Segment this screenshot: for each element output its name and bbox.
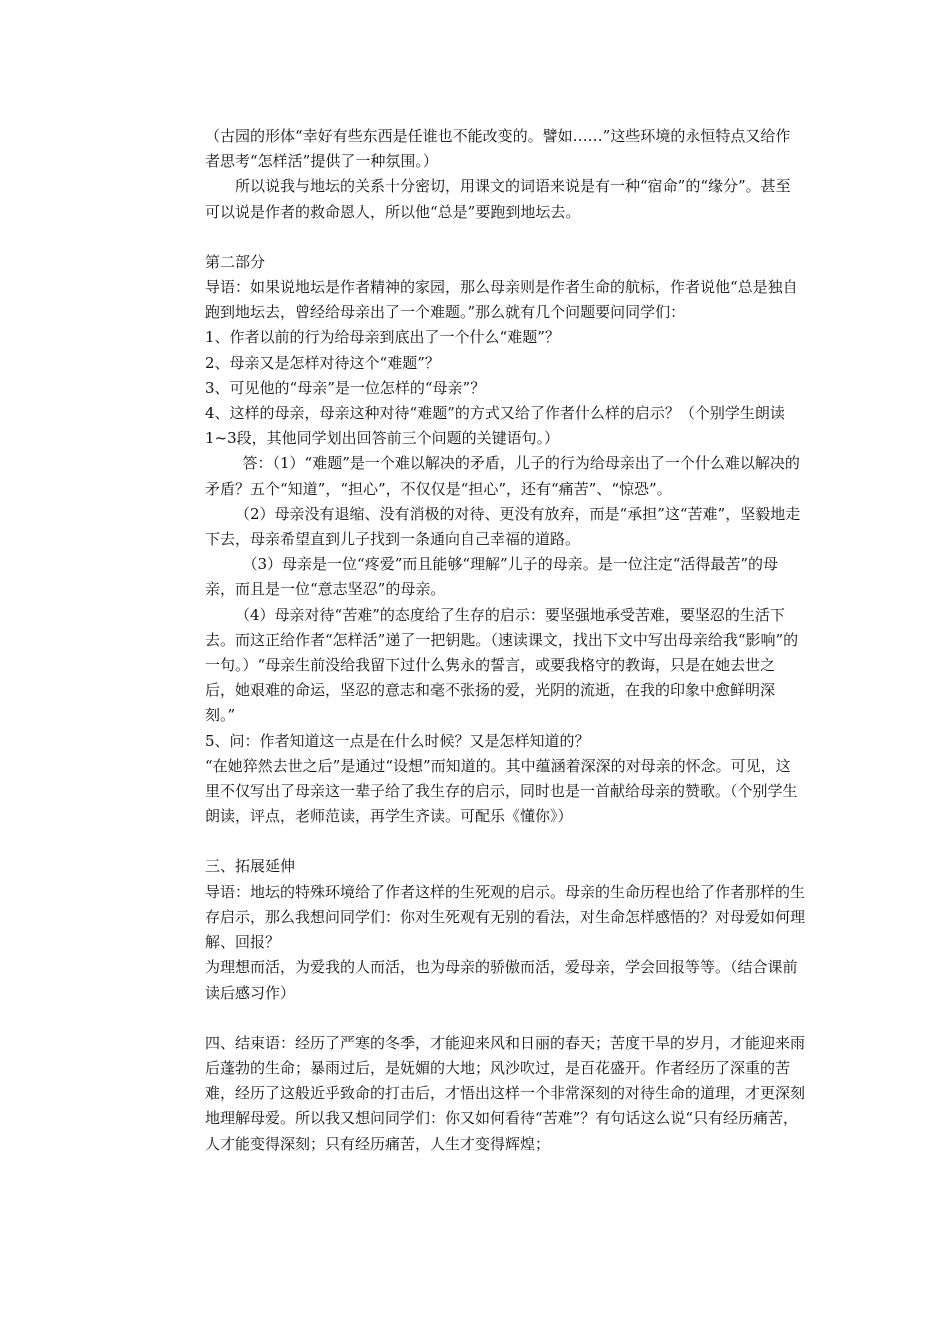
paragraph-fate: 所以说我与地坛的关系十分密切，用课文的词语来说是有一种“宿命”的“缘分”。甚至可以说是作者的救命恩人，所以他“总是”要跑到地坛去。 (205, 177, 791, 221)
section-heading-part-two: 第二部分 (205, 252, 266, 271)
section-conclusion: 四、结束语：经历了严寒的冬季，才能迎来风和日丽的春天；苦度干旱的岁月，才能迎来雨后蓬勃的生命；暴雨过后，是妩媚的大地；风沙吹过，是百花盛开。作者经历了深重的苦难，经历了这般近乎致命的打击后，才悟出这样一个非常深刻的对待生命的道理，才更深刻地理解母爱。所以我又想问同学们：你又如何看待“苦难”？有句话这么说“只有经历痛苦，人才能变得深刻；只有经历痛苦，人生才变得辉煌； (205, 1033, 806, 1153)
answer-5: “在她猝然去世之后”是通过“设想”而知道的。其中蕴涵着深深的对母亲的怀念。可见，这里不仅写出了母亲这一辈子给了我生存的启示，同时也是一首献给母亲的赞歌。（个别学生朗读，评点，老师范读，再学生齐读。可配乐《懂你》） (205, 756, 798, 826)
question-1: 1、作者以前的行为给母亲到底出了一个什么“难题”？ (205, 328, 560, 347)
answer-1: 答：（1）“难题”是一个难以解决的矛盾，儿子的行为给母亲出了一个什么难以解决的矛盾？五个“知道”，“担心”，不仅仅是“担心”，还有“痛苦”、“惊恐”。 (205, 454, 800, 498)
question-2: 2、母亲又是怎样对待这个“难题”？ (205, 353, 440, 372)
answer-3: （3）母亲是一位“疼爱”而且能够“理解”儿子的母亲。是一位注定“活得最苦”的母亲，而且是一位“意志坚忍”的母亲。 (205, 555, 779, 599)
paragraph-garden-form: （古园的形体“幸好有些东西是任谁也不能改变的。譬如……”这些环境的永恒特点又给作者思考“怎样活”提供了一种氛围。） (205, 127, 791, 171)
paragraph-extension-answer: 为理想而活，为爱我的人而活，也为母亲的骄傲而活，爱母亲，学会回报等等。（结合课前读后感习作） (205, 958, 798, 1002)
paragraph-intro-extension: 导语：地坛的特殊环境给了作者这样的生死观的启示。母亲的生命历程也给了作者那样的生存启示，那么我想问同学们：你对生死观有无别的看法，对生命怎样感悟的？对母爱如何理解、回报？ (205, 882, 806, 952)
paragraph-intro-part-two: 导语：如果说地坛是作者精神的家园，那么母亲则是作者生命的航标，作者说他“总是独自跑到地坛去，曾经给母亲出了一个难题。”那么就有几个问题要问同学们： (205, 278, 798, 322)
blank-line (205, 1006, 805, 1031)
blank-line (205, 829, 805, 854)
answer-2: （2）母亲没有退缩、没有消极的对待、更没有放弃，而是“承担”这“苦难”，坚毅地走下去，母亲希望直到儿子找到一条通向自己幸福的道路。 (205, 504, 801, 549)
blank-line (205, 225, 805, 250)
question-4: 4、这样的母亲，母亲这种对待“难题”的方式又给了作者什么样的启示？（个别学生朗读1~3段，其他同学划出回答前三个问题的关键语句。） (205, 404, 785, 448)
question-3: 3、可见他的“母亲”是一位怎样的“母亲”？ (205, 378, 486, 397)
answer-4: （4）母亲对待“苦难”的态度给了生存的启示：要坚强地承受苦难，要坚忍的生活下去。而这正给作者“怎样活”递了一把钥匙。（速读课文，找出下文中写出母亲给我“影响”的一句。）“母亲生前没给我留下过什么隽永的誓言，或要我格守的教诲，只是在她去世之后，她艰难的命运，坚忍的意志和毫不张扬的爱，光阴的流逝，在我的印象中愈鲜明深刻。” (205, 605, 799, 725)
section-heading-extension: 三、拓展延伸 (205, 857, 296, 876)
document-page (205, 124, 805, 1157)
question-5: 5、问：作者知道这一点是在什么时候？又是怎样知道的？ (205, 731, 590, 750)
